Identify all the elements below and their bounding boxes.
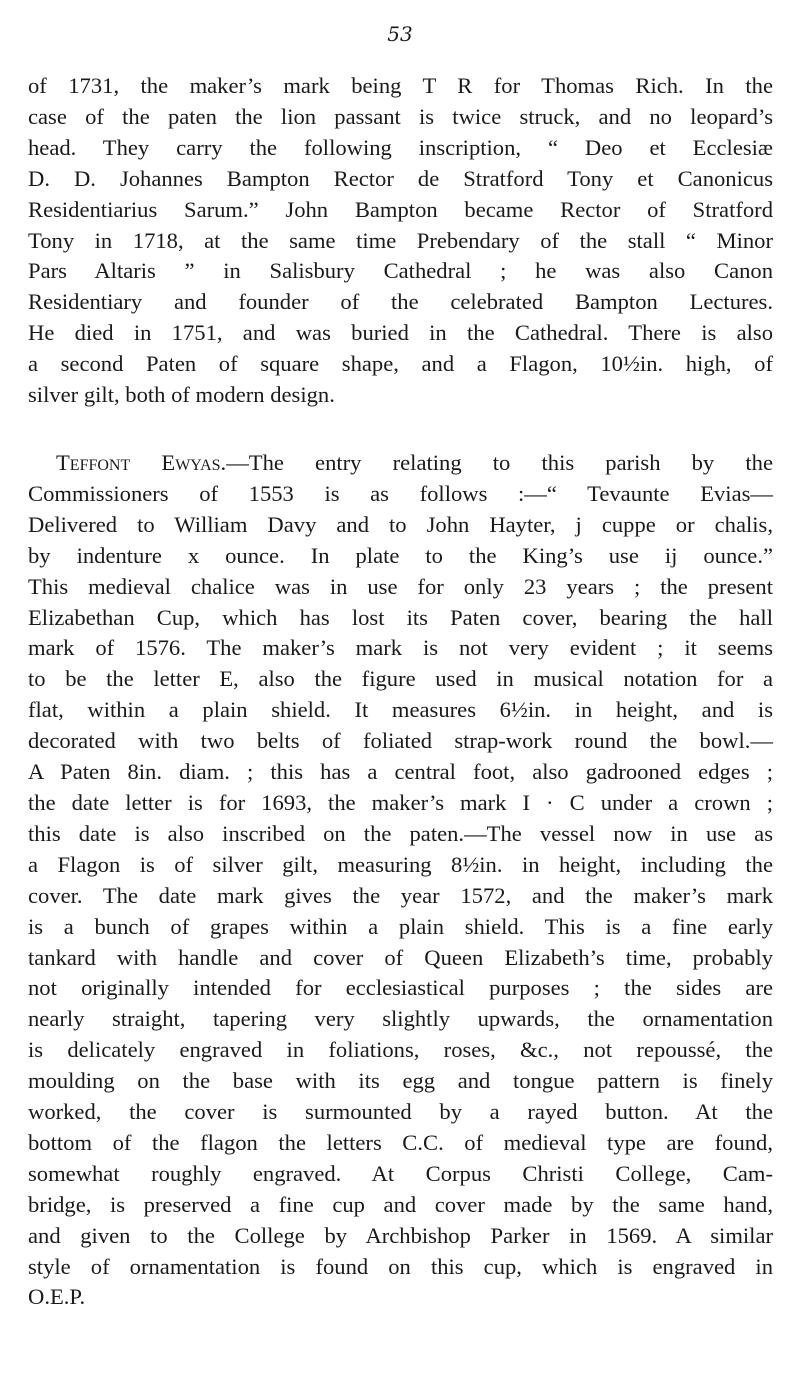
text-line: bridge, is preserved a fine cup and cover made by the same hand,: [28, 1191, 773, 1217]
text-line: Delivered to William Davy and to John Hayter, j cuppe or chalis,: [28, 511, 773, 537]
text-line: mark of 1576. The maker’s mark is not very evident ; it seems: [28, 635, 773, 661]
text-line: cover. The date mark gives the year 1572, and the maker’s mark: [28, 882, 773, 908]
text-line: is a bunch of grapes within a plain shield. This is a fine early: [28, 913, 773, 939]
text-line: of 1731, the maker’s mark being T R for Thomas Rich. In the: [28, 73, 773, 98]
parish-heading: Teffont Ewyas.: [56, 450, 227, 475]
text-line: flat, within a plain shield. It measures 6½in. in height, and is: [28, 697, 773, 723]
text-line: D. D. Johannes Bampton Rector de Stratford Tony et Canonicus: [28, 165, 773, 191]
text-line: head. They carry the following inscription, “ Deo et Ecclesiæ: [28, 134, 773, 160]
text-line: and given to the College by Archbishop Parker in 1569. A similar: [28, 1222, 773, 1248]
text-line: tankard with handle and cover of Queen Elizabeth’s time, probably: [28, 944, 773, 970]
text-line: to be the letter E, also the figure used in musical notation for a: [28, 666, 773, 692]
text-line: a Flagon is of silver gilt, measuring 8½in. in height, including the: [28, 851, 773, 877]
text-line: worked, the cover is surmounted by a rayed button. At the: [28, 1099, 773, 1125]
text-line: the date letter is for 1693, the maker’s mark I · C under a crown ;: [28, 789, 773, 815]
text-line: case of the paten the lion passant is twice struck, and no leopard’s: [28, 103, 773, 129]
text-line: Tony in 1718, at the same time Prebendary of the stall “ Minor: [28, 227, 773, 253]
text-line: by indenture x ounce. In plate to the King’s use ij ounce.”: [28, 542, 773, 568]
text-line: this date is also inscribed on the paten.—The vessel now in use as: [28, 820, 773, 846]
page-number: 53: [387, 22, 413, 46]
text-line: Commissioners of 1553 is as follows :—“ Tevaunte Evias—: [28, 480, 773, 506]
text-line: bottom of the flagon the letters C.C. of medieval type are found,: [28, 1129, 773, 1155]
text-line: A Paten 8in. diam. ; this has a central foot, also gadrooned edges ;: [28, 759, 773, 785]
text-line: O.E.P.: [28, 1284, 86, 1310]
text-line: is delicately engraved in foliations, roses, &c., not repoussé, the: [28, 1037, 773, 1063]
text-line: style of ornamentation is found on this cup, which is engraved in: [28, 1253, 773, 1279]
paragraph-bampton-plate: [28, 71, 773, 411]
text-line: Residentiary and founder of the celebrated Bampton Lectures.: [28, 289, 773, 315]
text-line: Residentiarius Sarum.” John Bampton became Rector of Stratford: [28, 196, 773, 222]
paragraph-teffont-ewyas: [28, 448, 773, 1313]
text-line: nearly straight, tapering very slightly upwards, the ornamentation: [28, 1006, 773, 1032]
text-line: Pars Altaris ” in Salisbury Cathedral ; he was also Canon: [28, 258, 773, 284]
text-line: He died in 1751, and was buried in the Cathedral. There is also: [28, 320, 773, 346]
text-line: Elizabethan Cup, which has lost its Paten cover, bearing the hall: [28, 604, 773, 630]
first-line-text: —The entry relating to this parish by the: [226, 450, 773, 475]
text-line-first: [28, 448, 773, 479]
text-line: not originally intended for ecclesiastical purposes ; the sides are: [28, 975, 773, 1001]
text-line: a second Paten of square shape, and a Flagon, 10½in. high, of: [28, 351, 773, 377]
text-line: moulding on the base with its egg and tongue pattern is finely: [28, 1068, 773, 1094]
text-line: somewhat roughly engraved. At Corpus Christi College, Cam-: [28, 1160, 773, 1186]
text-line: silver gilt, both of modern design.: [28, 382, 335, 408]
text-line: decorated with two belts of foliated strap-work round the bowl.—: [28, 728, 773, 754]
text-line: This medieval chalice was in use for only 23 years ; the present: [28, 573, 773, 599]
